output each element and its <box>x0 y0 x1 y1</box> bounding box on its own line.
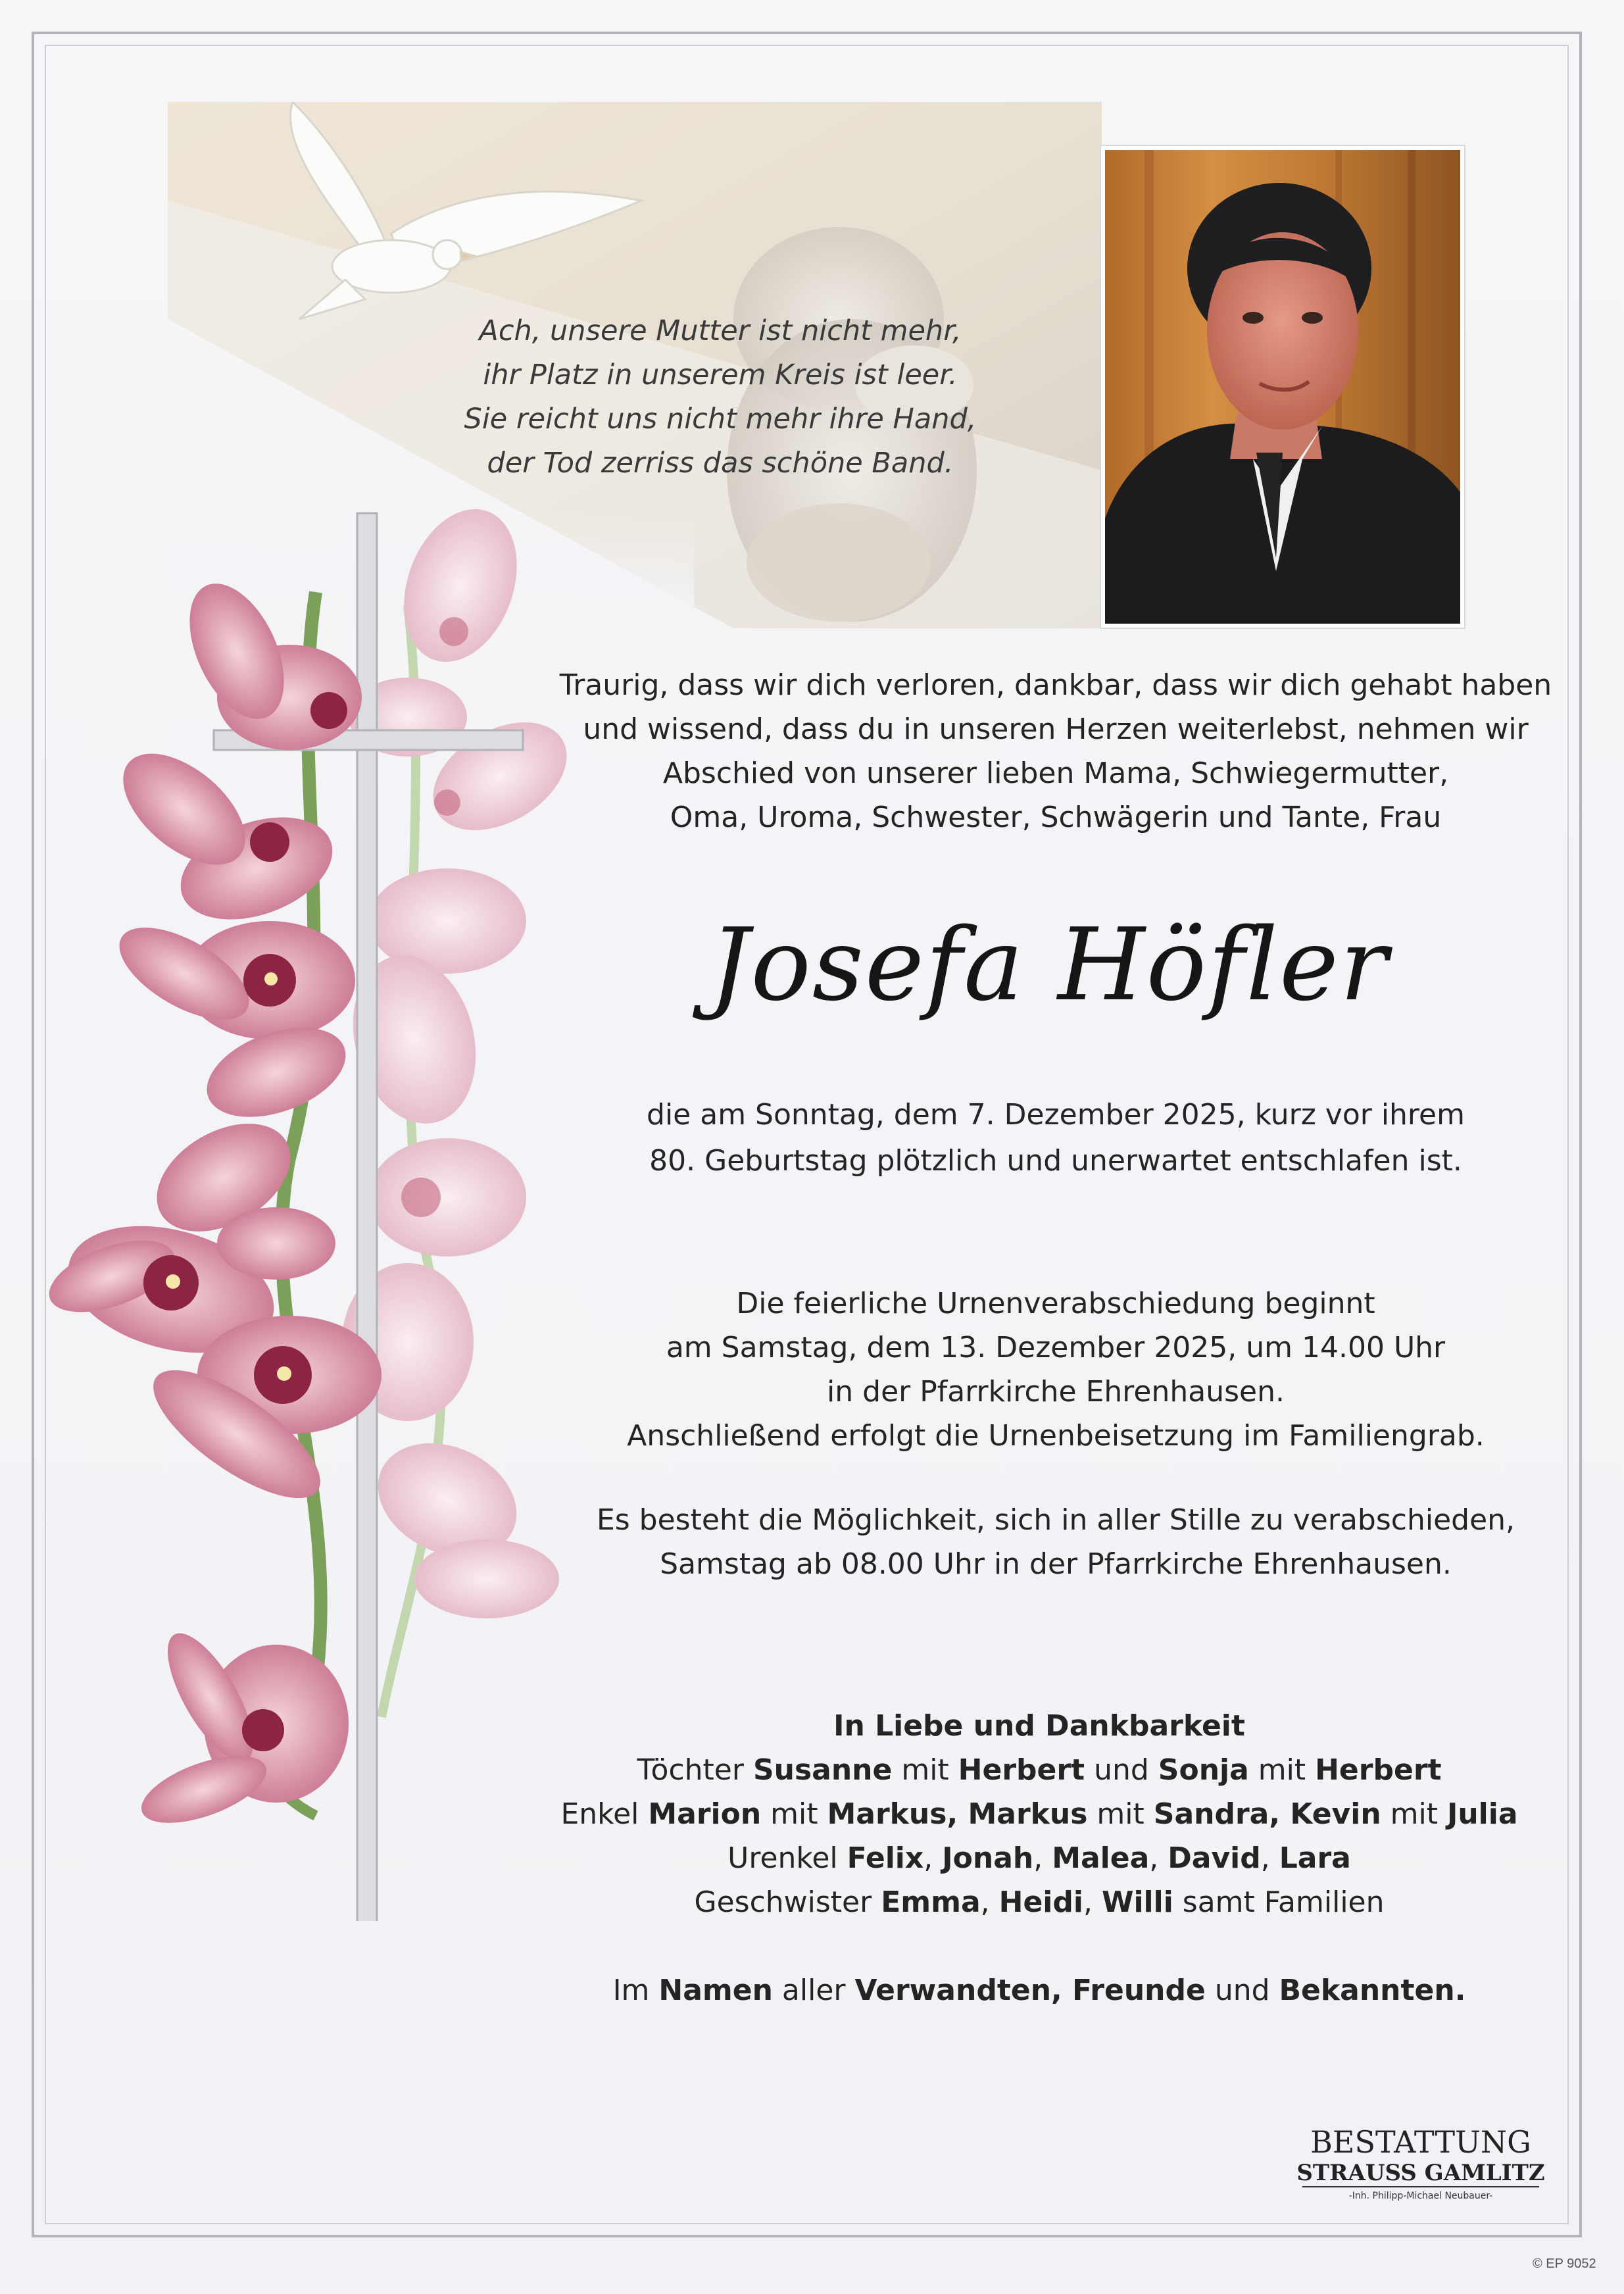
mourners-heading: In Liebe und Dankbarkeit <box>833 1709 1245 1743</box>
pink-orchid <box>40 569 381 1837</box>
grandchildren-line: Enkel Marion mit Markus, Markus mit Sandra, Kevin mit Julia <box>560 1797 1518 1831</box>
deceased-name: Josefa Höfler <box>709 907 1389 1023</box>
ceremony-line: Die feierliche Urnenverabschiedung beginnt <box>736 1287 1375 1320</box>
daughters-line: Töchter Susanne mit Herbert und Sonja mit Herbert <box>637 1753 1442 1787</box>
portrait-photo <box>1105 150 1460 624</box>
death-line: die am Sonntag, dem 7. Dezember 2025, kurz vor ihrem <box>647 1098 1465 1132</box>
intro-paragraph <box>559 663 1552 839</box>
verse-line: ihr Platz in unserem Kreis ist leer. <box>483 359 958 391</box>
ceremony-line: in der Pfarrkirche Ehrenhausen. <box>827 1375 1285 1409</box>
siblings-line: Geschwister Emma, Heidi, Willi samt Familien <box>694 1885 1385 1919</box>
logo-line-1: BESTATTUNG <box>1310 2124 1531 2160</box>
death-line: 80. Geburtstag plötzlich und unerwartet entschlafen ist. <box>649 1144 1462 1178</box>
farewell-line: Samstag ab 08.00 Uhr in der Pfarrkirche Ehrenhausen. <box>660 1547 1452 1581</box>
ceremony-info <box>559 1282 1552 1458</box>
intro-line: Abschied von unserer lieben Mama, Schwiegermutter, <box>662 757 1449 790</box>
closing-line <box>513 1968 1565 2012</box>
product-code: © EP 9052 <box>1533 2257 1596 2271</box>
logo-line-3: -Inh. Philipp-Michael Neubauer- <box>1348 2191 1493 2201</box>
verse-line: Sie reicht uns nicht mehr ihre Hand, <box>464 403 977 436</box>
intro-line: und wissend, dass du in unseren Herzen weiterlebst, nehmen wir <box>583 712 1529 746</box>
farewell-line: Es besteht die Möglichkeit, sich in aller Stille zu verabschieden, <box>596 1503 1515 1537</box>
mourners-list <box>513 1704 1565 1924</box>
great-grandchildren-line: Urenkel Felix, Jonah, Malea, David, Lara <box>727 1841 1351 1875</box>
verse-line: Ach, unsere Mutter ist nicht mehr, <box>479 314 962 347</box>
closing-text: Im Namen aller Verwandten, Freunde und Bekannten. <box>612 1974 1466 2007</box>
verse-poem <box>434 309 1006 486</box>
farewell-info <box>559 1498 1552 1586</box>
orchid-cross-decoration <box>39 500 579 1921</box>
death-notice <box>559 1092 1552 1184</box>
intro-line: Oma, Uroma, Schwester, Schwägerin und Tante, Frau <box>670 801 1442 834</box>
ceremony-line: Anschließend erfolgt die Urnenbeisetzung im Familiengrab. <box>627 1419 1485 1453</box>
logo-line-2: STRAUSS GAMLITZ <box>1296 2160 1545 2186</box>
intro-line: Traurig, dass wir dich verloren, dankbar, dass wir dich gehabt haben <box>559 668 1552 702</box>
verse-line: der Tod zerriss das schöne Band. <box>487 447 954 480</box>
ceremony-line: am Samstag, dem 13. Dezember 2025, um 14.00 Uhr <box>666 1331 1446 1364</box>
funeral-home-logo <box>1289 2124 1552 2203</box>
